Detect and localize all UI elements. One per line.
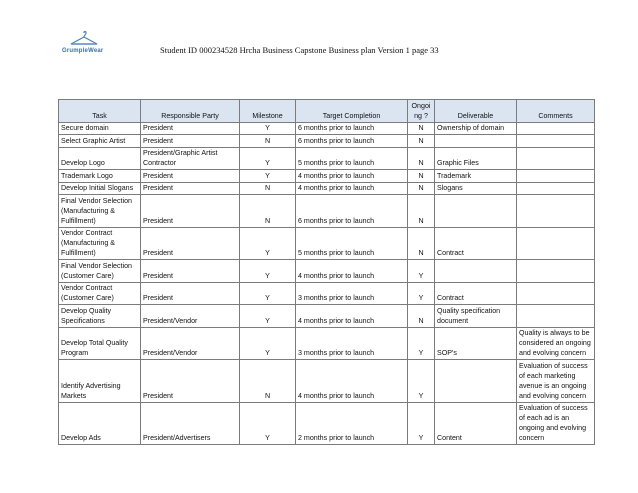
cell-target: 3 months prior to launch [296,327,408,360]
cell-task: Vendor Contract (Manufacturing & Fulfillment) [59,227,141,260]
cell-milestone: N [240,360,296,403]
cell-task: Develop Total Quality Program [59,327,141,360]
cell-deliverable: Graphic Files [435,147,517,170]
table-row [59,305,595,328]
cell-party: President [141,182,240,195]
cell-task: Identify Advertising Markets [59,360,141,403]
cell-milestone: N [240,182,296,195]
cell-task: Develop Quality Specifications [59,305,141,328]
cell-party: President [141,170,240,183]
cell-task: Final Vendor Selection (Manufacturing & Fulfillment) [59,195,141,228]
table-row [59,402,595,445]
cell-milestone: Y [240,227,296,260]
cell-ongoing: N [408,135,435,148]
cell-deliverable [435,135,517,148]
cell-deliverable [435,260,517,283]
table-row [59,182,595,195]
cell-comments [517,305,595,328]
cell-ongoing: Y [408,260,435,283]
cell-target: 6 months prior to launch [296,122,408,135]
cell-party: President [141,227,240,260]
table-row [59,327,595,360]
cell-ongoing: Y [408,327,435,360]
cell-comments: Evaluation of success of each ad is an ongoing and evolving concern [517,402,595,445]
cell-task: Select Graphic Artist [59,135,141,148]
cell-target: 6 months prior to launch [296,135,408,148]
cell-ongoing: Y [408,282,435,305]
cell-task: Trademark Logo [59,170,141,183]
cell-target: 5 months prior to launch [296,227,408,260]
table-row [59,260,595,283]
table-row [59,135,595,148]
cell-party: President [141,360,240,403]
cell-target: 2 months prior to launch [296,402,408,445]
cell-party: President/Graphic Artist Contractor [141,147,240,170]
cell-ongoing: N [408,182,435,195]
cell-deliverable: Slogans [435,182,517,195]
cell-party: President/Advertisers [141,402,240,445]
cell-comments [517,227,595,260]
cell-party: President [141,122,240,135]
cell-task: Develop Logo [59,147,141,170]
cell-milestone: Y [240,122,296,135]
comments-header: Comments [517,100,595,123]
table-row [59,195,595,228]
table-row [59,227,595,260]
cell-target: 4 months prior to launch [296,170,408,183]
cell-milestone: Y [240,282,296,305]
cell-milestone: Y [240,402,296,445]
cell-target: 4 months prior to launch [296,260,408,283]
table-row [59,147,595,170]
cell-milestone: Y [240,260,296,283]
cell-target: 5 months prior to launch [296,147,408,170]
cell-target: 4 months prior to launch [296,305,408,328]
target-header: Target Completion [296,100,408,123]
cell-deliverable: SOP's [435,327,517,360]
cell-party: President/Vendor [141,327,240,360]
cell-comments [517,182,595,195]
cell-ongoing: N [408,195,435,228]
table-header-row [59,100,595,123]
cell-deliverable: Quality specification document [435,305,517,328]
milestone-header: Milestone [240,100,296,123]
cell-ongoing: N [408,147,435,170]
cell-ongoing: Y [408,402,435,445]
company-logo [62,26,122,66]
cell-ongoing: N [408,170,435,183]
cell-comments [517,135,595,148]
cell-deliverable: Contract [435,227,517,260]
cell-milestone: N [240,135,296,148]
cell-ongoing: N [408,227,435,260]
cell-party: President [141,260,240,283]
business-plan-table [58,99,595,445]
cell-deliverable [435,195,517,228]
cell-comments [517,260,595,283]
table-row [59,282,595,305]
cell-task: Secure domain [59,122,141,135]
cell-comments [517,195,595,228]
cell-ongoing: Y [408,360,435,403]
cell-target: 4 months prior to launch [296,182,408,195]
cell-deliverable: Contract [435,282,517,305]
cell-comments: Evaluation of success of each marketing avenue is an ongoing and evolving concern [517,360,595,403]
deliverable-header: Deliverable [435,100,517,123]
cell-party: President [141,135,240,148]
cell-milestone: Y [240,327,296,360]
cell-target: 6 months prior to launch [296,195,408,228]
cell-party: President/Vendor [141,305,240,328]
table-row [59,170,595,183]
cell-milestone: N [240,195,296,228]
cell-party: President [141,282,240,305]
cell-milestone: Y [240,305,296,328]
party-header: Responsible Party [141,100,240,123]
cell-milestone: Y [240,147,296,170]
cell-deliverable [435,360,517,403]
cell-comments: Quality is always to be considered an ongoing and evolving concern [517,327,595,360]
cell-comments [517,147,595,170]
cell-target: 3 months prior to launch [296,282,408,305]
table-row [59,122,595,135]
cell-deliverable: Content [435,402,517,445]
cell-target: 4 months prior to launch [296,360,408,403]
cell-comments [517,170,595,183]
cell-task: Develop Initial Slogans [59,182,141,195]
cell-task: Final Vendor Selection (Customer Care) [59,260,141,283]
cell-task: Develop Ads [59,402,141,445]
task-header: Task [59,100,141,123]
ongoing-header: Ongoing ? [408,100,435,123]
cell-comments [517,282,595,305]
cell-task: Vendor Contract (Customer Care) [59,282,141,305]
cell-ongoing: N [408,122,435,135]
hanger-icon [68,30,100,48]
cell-party: President [141,195,240,228]
logo-wordmark: GrumpleWear [62,48,104,54]
cell-milestone: Y [240,170,296,183]
table-body [59,122,595,445]
page-header: Student ID 000234528 Hrcha Business Capstone Business plan Version 1 page 33 [160,45,439,55]
cell-ongoing: N [408,305,435,328]
table-row [59,360,595,403]
cell-comments [517,122,595,135]
cell-deliverable: Trademark [435,170,517,183]
cell-deliverable: Ownership of domain [435,122,517,135]
